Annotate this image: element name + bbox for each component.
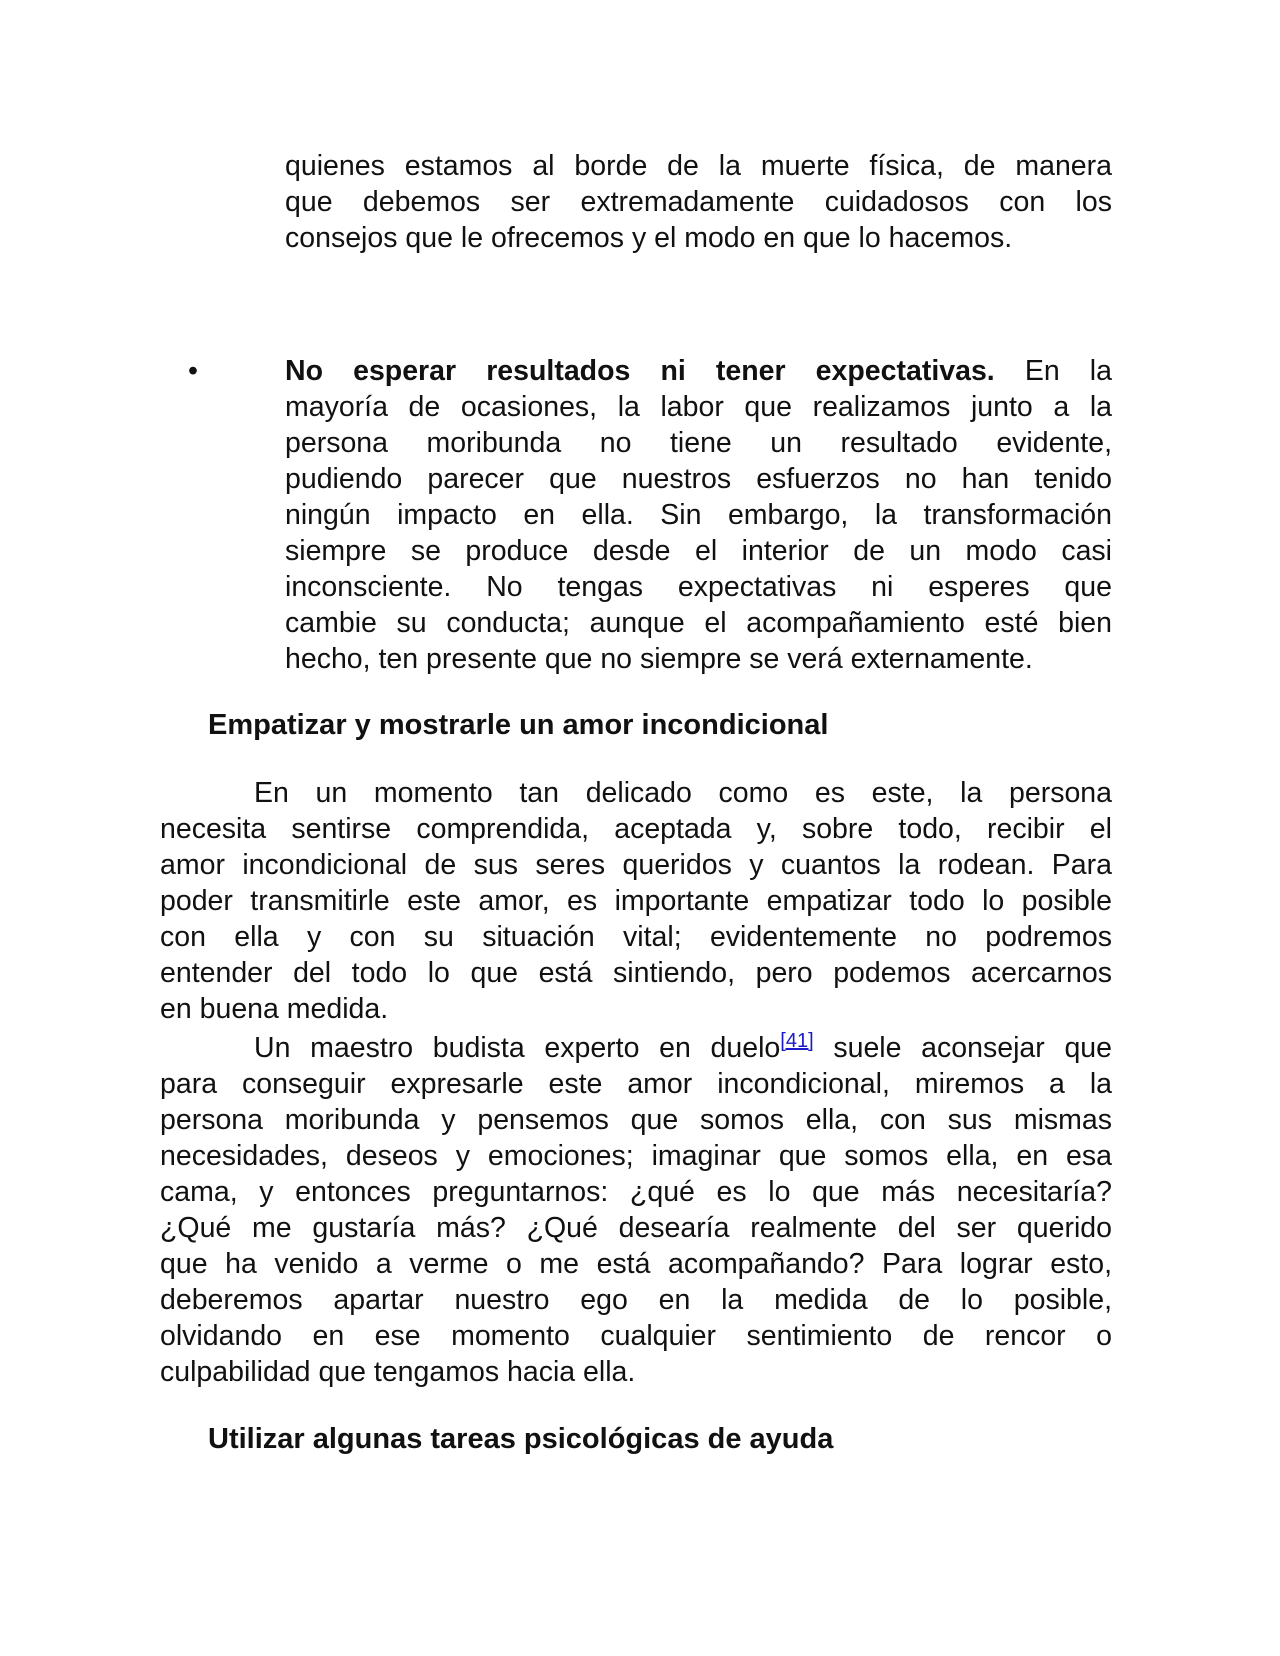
bullet-icon: •: [188, 355, 198, 387]
text-line: cambie su conducta; aunque el acompañamiento esté bien: [285, 607, 1112, 639]
section-heading: Utilizar algunas tareas psicológicas de ayuda: [208, 1423, 834, 1455]
text-line: culpabilidad que tengamos hacia ella.: [160, 1356, 636, 1388]
continuation-paragraph: [285, 148, 1112, 256]
text-line: persona moribunda y pensemos que somos ella, con sus mismas: [160, 1104, 1112, 1136]
text-line: amor incondicional de sus seres queridos y cuantos la rodean. Para: [160, 849, 1112, 881]
section-heading: Empatizar y mostrarle un amor incondicional: [208, 709, 829, 741]
text-line: que debemos ser extremadamente cuidadosos con los: [285, 186, 1112, 218]
body-paragraph: [160, 1030, 1112, 1390]
body-paragraph: [160, 775, 1112, 1027]
text-line: entender del todo lo que está sintiendo, pero podemos acercarnos: [160, 957, 1112, 989]
text-line: poder transmitirle este amor, es importante empatizar todo lo posible: [160, 885, 1112, 917]
text-line: con ella y con su situación vital; evidentemente no podremos: [160, 921, 1112, 953]
text-line: ningún impacto en ella. Sin embargo, la transformación: [285, 499, 1112, 531]
footnote-link[interactable]: [41]: [780, 1030, 814, 1052]
text-line: En un momento tan delicado como es este, la persona: [254, 777, 1112, 809]
text-line: pudiendo parecer que nuestros esfuerzos no han tenido: [285, 463, 1112, 495]
text-line: en buena medida.: [160, 993, 389, 1025]
text-line: inconsciente. No tengas expectativas ni esperes que: [285, 571, 1112, 603]
text-line: siempre se produce desde el interior de un modo casi: [285, 535, 1112, 567]
text-line: para conseguir expresarle este amor incondicional, miremos a la: [160, 1068, 1112, 1100]
text-line: consejos que le ofrecemos y el modo en que lo hacemos.: [285, 222, 1013, 254]
text-line: cama, y entonces preguntarnos: ¿qué es lo que más necesitaría?: [160, 1176, 1112, 1208]
bullet-lead-text: No esperar resultados ni tener expectativas.: [285, 355, 995, 387]
text-line: deberemos apartar nuestro ego en la medida de lo posible,: [160, 1284, 1112, 1316]
bullet-first-line: [285, 353, 1112, 389]
text-line: necesita sentirse comprendida, aceptada y, sobre todo, recibir el: [160, 813, 1112, 845]
text-line: que ha venido a verme o me está acompañando? Para lograr esto,: [160, 1248, 1112, 1280]
paragraph-first-line: [160, 1030, 1112, 1066]
bullet-item: [285, 353, 1112, 677]
text-segment: suele aconsejar que: [813, 1032, 1112, 1064]
text-line: quienes estamos al borde de la muerte física, de manera: [285, 150, 1112, 182]
text-line: ¿Qué me gustaría más? ¿Qué desearía realmente del ser querido: [160, 1212, 1112, 1244]
text-line: necesidades, deseos y emociones; imaginar que somos ella, en esa: [160, 1140, 1112, 1172]
text-line: hecho, ten presente que no siempre se verá externamente.: [285, 643, 1033, 675]
text-line: persona moribunda no tiene un resultado evidente,: [285, 427, 1112, 459]
bullet-first-line-rest: En la: [994, 355, 1112, 387]
text-segment: Un maestro budista experto en duelo: [254, 1032, 781, 1064]
text-line: olvidando en ese momento cualquier sentimiento de rencor o: [160, 1320, 1112, 1352]
text-line: mayoría de ocasiones, la labor que realizamos junto a la: [285, 391, 1112, 423]
